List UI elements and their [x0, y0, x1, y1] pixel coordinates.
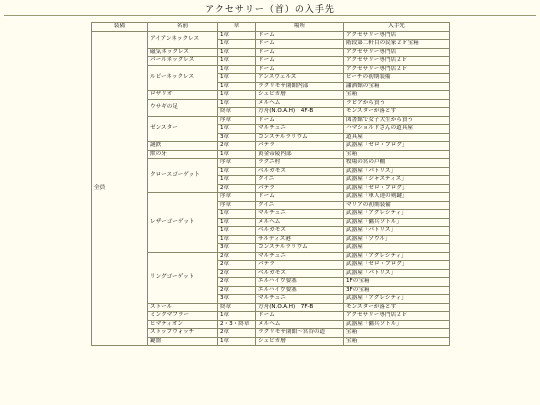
source-cell: 宝箱 — [344, 91, 450, 100]
chapter-cell: 1章 — [218, 312, 256, 321]
source-cell: 牧場の宮の戸棚 — [344, 159, 450, 168]
chapter-cell: 1章 — [218, 57, 256, 66]
chapter-cell: 3章 — [218, 133, 256, 142]
chapter-cell: 序章 — [218, 116, 256, 125]
location-cell: ラクリモサ閉館〜宮谷の道 — [256, 329, 344, 338]
source-cell: マリアの初期装備 — [344, 201, 450, 210]
item-name-cell: ウサギの足 — [148, 99, 218, 116]
page-title: アクセサリー（首）の入手先 — [205, 5, 335, 15]
table-header-row — [92, 23, 450, 32]
item-name-cell: ミンクマフラー — [148, 312, 218, 321]
item-name-cell: アイアンネックレス — [148, 31, 218, 48]
source-cell: 3Fの宝箱 — [344, 286, 450, 295]
header-chapter: 章 — [218, 23, 256, 32]
header-name: 名前 — [148, 23, 218, 32]
item-name-cell: レザーゴーゲット — [148, 193, 218, 253]
location-cell: アンスヴェルズ — [256, 74, 344, 83]
source-cell: 武器屋「アグレシティ」 — [344, 252, 450, 261]
location-cell: ドーム — [256, 116, 344, 125]
source-cell: 図書館で女子大生から買う — [344, 116, 450, 125]
chapter-cell: 1章 — [218, 167, 256, 176]
location-cell: ベルガモス — [256, 227, 344, 236]
location-cell: パテラ — [256, 184, 344, 193]
chapter-cell: 1章 — [218, 125, 256, 134]
chapter-cell: 2章 — [218, 278, 256, 287]
chapter-cell: 2章 — [218, 329, 256, 338]
source-cell: 武器屋「パトリス」 — [344, 167, 450, 176]
acquisition-table — [91, 22, 450, 346]
location-cell: 方舟(N.O.A.H) 4F-B — [256, 108, 344, 117]
source-cell: 宝箱 — [344, 337, 450, 346]
source-cell: 武器屋 — [344, 244, 450, 253]
item-name-cell: ロザリオ — [148, 91, 218, 100]
chapter-cell: 2・3・終章 — [218, 320, 256, 329]
source-cell: 武器屋「アグレシティ」 — [344, 210, 450, 219]
chapter-cell: 序章 — [218, 201, 256, 210]
chapter-cell: 1章 — [218, 235, 256, 244]
chapter-cell: 1章 — [218, 65, 256, 74]
source-cell: アクセサリー専門店 — [344, 48, 450, 57]
table-body — [92, 31, 450, 346]
chapter-cell: 1章 — [218, 150, 256, 159]
location-cell: 黄金帝陵内部 — [256, 150, 344, 159]
location-cell: ドーム — [256, 57, 344, 66]
source-cell: 武器屋「ゾウル」 — [344, 235, 450, 244]
chapter-cell: 1章 — [218, 82, 256, 91]
source-cell: モンスターが落とす — [344, 108, 450, 117]
location-cell: ベルガモス — [256, 167, 344, 176]
source-cell: 1Fの宝箱 — [344, 278, 450, 287]
source-cell: 武器屋「アグレシティ」 — [344, 295, 450, 304]
chapter-cell: 1章 — [218, 91, 256, 100]
chapter-cell: 序章 — [218, 193, 256, 202]
chapter-cell: 2章 — [218, 184, 256, 193]
location-cell: マルチュニ — [256, 125, 344, 134]
source-cell: 武器屋「軍人達の剣鍵」 — [344, 193, 450, 202]
header-equip: 装備 — [92, 23, 148, 32]
location-cell: エルハイヴ要塞 — [256, 286, 344, 295]
item-name-cell: クロースゴーゲット — [148, 159, 218, 193]
item-name-cell: 磁気ネックレス — [148, 48, 218, 57]
source-cell: 瀟洒館の宝箱 — [344, 82, 450, 91]
location-cell: ドーム — [256, 312, 344, 321]
source-cell: 宝箱 — [344, 329, 450, 338]
chapter-cell: 終章 — [218, 303, 256, 312]
source-cell: 道具屋 — [344, 133, 450, 142]
location-cell: エルハイヴ要塞 — [256, 278, 344, 287]
item-name-cell: ヒマティオン — [148, 320, 218, 329]
location-cell: ラクリモサ閉館内部 — [256, 82, 344, 91]
chapter-cell: 1章 — [218, 176, 256, 185]
chapter-cell: 1章 — [218, 210, 256, 219]
location-cell: ドーム — [256, 65, 344, 74]
header-source: 入手先 — [344, 23, 450, 32]
chapter-cell: 3章 — [218, 295, 256, 304]
location-cell: シェビカ層 — [256, 337, 344, 346]
table-row — [92, 31, 450, 40]
item-name-cell: ルビーネックレス — [148, 65, 218, 91]
location-cell: マルチュニ — [256, 210, 344, 219]
source-cell: ピーチの初期装備 — [344, 74, 450, 83]
chapter-cell: 2章 — [218, 286, 256, 295]
location-cell: ドーム — [256, 193, 344, 202]
source-cell: 宝箱 — [344, 150, 450, 159]
chapter-cell: 3章 — [218, 244, 256, 253]
chapter-cell: 2章 — [218, 252, 256, 261]
source-cell: 武器屋「ゼロ・プログ」 — [344, 261, 450, 270]
source-cell: 武器屋「ゼロ・プログ」 — [344, 142, 450, 151]
source-cell: アクセサリー専門店２Ｆ — [344, 57, 450, 66]
location-cell: 方舟(N.O.A.H) 7F-B — [256, 303, 344, 312]
source-cell: ラピアから買う — [344, 99, 450, 108]
location-cell: メルヘム — [256, 99, 344, 108]
chapter-cell: 1章 — [218, 227, 256, 236]
source-cell: アクセサリー専門店 — [344, 31, 450, 40]
source-cell: 階段第二軒目の民家２Ｆ宝箱 — [344, 40, 450, 49]
item-name-cell: 獣の牙 — [148, 150, 218, 159]
title-divider — [4, 15, 536, 17]
chapter-cell: 1章 — [218, 218, 256, 227]
location-cell: メルヘム — [256, 218, 344, 227]
item-name-cell: 謎鉄 — [148, 142, 218, 151]
chapter-cell: 1章 — [218, 99, 256, 108]
chapter-cell: 序章 — [218, 159, 256, 168]
chapter-cell: 1章 — [218, 40, 256, 49]
location-cell: パテラ — [256, 142, 344, 151]
chapter-cell: 1章 — [218, 48, 256, 57]
location-cell: シェビカ層 — [256, 91, 344, 100]
item-name-cell: ストップウォッチ — [148, 329, 218, 338]
item-name-cell: パールネックレス — [148, 57, 218, 66]
location-cell: クイニ — [256, 201, 344, 210]
chapter-cell: 1章 — [218, 337, 256, 346]
chapter-cell: 2章 — [218, 142, 256, 151]
location-cell: クイニ — [256, 176, 344, 185]
source-cell: モンスターが落とす — [344, 303, 450, 312]
chapter-cell: 2章 — [218, 261, 256, 270]
location-cell: ドーム — [256, 40, 344, 49]
location-cell: ラグニ村 — [256, 159, 344, 168]
chapter-cell: 2章 — [218, 269, 256, 278]
source-cell: ハマショルドさんの道具屋 — [344, 125, 450, 134]
location-cell: コンステルラリウム — [256, 133, 344, 142]
item-name-cell: リングゴーゲット — [148, 252, 218, 303]
source-cell: アクセサリー専門店２Ｆ — [344, 312, 450, 321]
source-cell: アクセサリー専門店２Ｆ — [344, 65, 450, 74]
item-name-cell: ストール — [148, 303, 218, 312]
location-cell: ベルガモス — [256, 269, 344, 278]
source-cell: 武器屋「ジャスティス」 — [344, 176, 450, 185]
item-name-cell: ゼンスター — [148, 116, 218, 142]
location-cell: ドーム — [256, 31, 344, 40]
location-cell: メルヘム — [256, 320, 344, 329]
location-cell: パテラ — [256, 261, 344, 270]
location-cell: マルチュニ — [256, 295, 344, 304]
location-cell: コンステルラリウム — [256, 244, 344, 253]
equip-cell: 全員 — [92, 31, 148, 346]
chapter-cell: 1章 — [218, 31, 256, 40]
location-cell: サルディス港 — [256, 235, 344, 244]
chapter-cell: 1章 — [218, 74, 256, 83]
source-cell: 武器屋「パトリス」 — [344, 227, 450, 236]
chapter-cell: 終章 — [218, 108, 256, 117]
source-cell: 武器屋「パトリス」 — [344, 269, 450, 278]
source-cell: 武器屋「ゼロ・プログ」 — [344, 184, 450, 193]
header-location: 場所 — [256, 23, 344, 32]
location-cell: マルチュニ — [256, 252, 344, 261]
source-cell: 武器屋「傭兵ソトル」 — [344, 218, 450, 227]
source-cell: 武器屋「傭兵ソトル」 — [344, 320, 450, 329]
location-cell: ドーム — [256, 48, 344, 57]
item-name-cell: 鍵盤 — [148, 337, 218, 346]
